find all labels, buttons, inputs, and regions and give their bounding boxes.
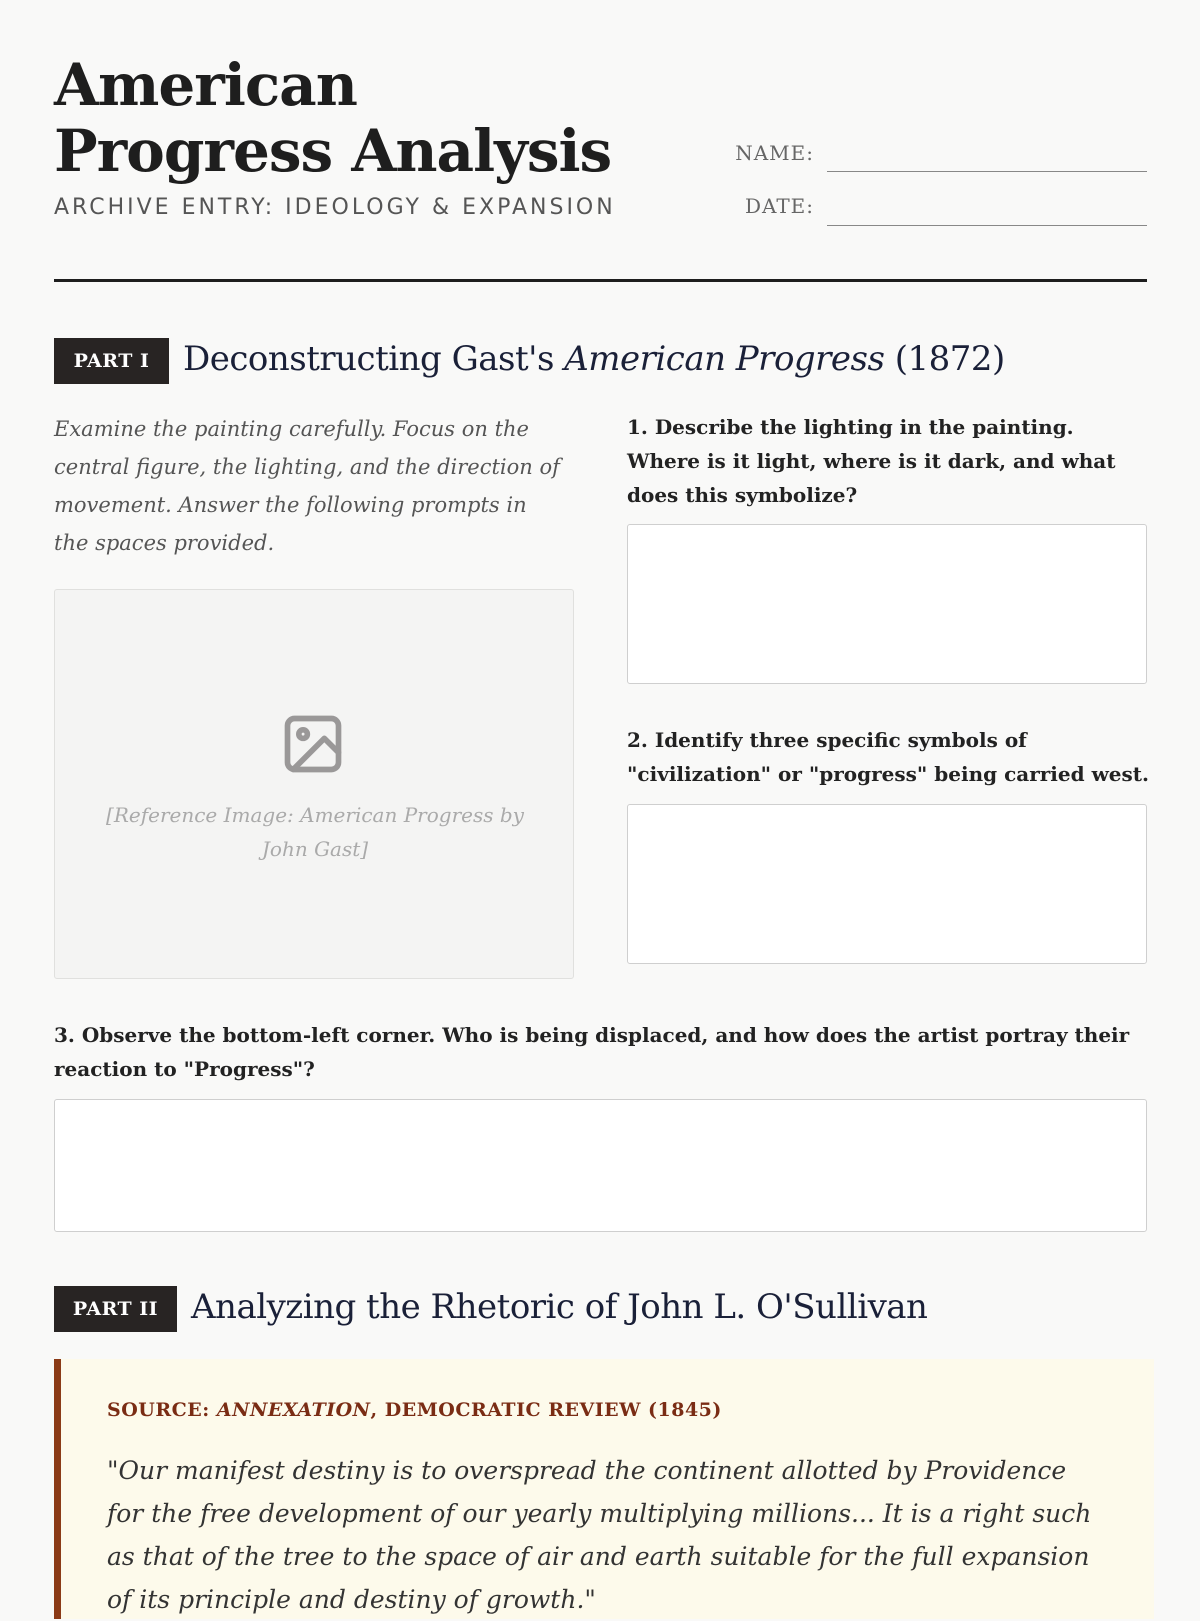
part-1-tag: PART I (54, 338, 169, 384)
part-1-title: Deconstructing Gast's American Progress (1872) (183, 339, 1005, 379)
name-field[interactable] (827, 171, 1147, 172)
name-label: NAME: (735, 141, 814, 165)
date-label: DATE: (744, 194, 814, 218)
question-1: 1. Describe the lighting in the painting. Where is it light, where is it dark, and what does this symbolize? (627, 415, 1116, 507)
part-2-title: Analyzing the Rhetoric of John L. O'Sullivan (191, 1287, 928, 1327)
reference-image-caption: [Reference Image: American Progress by John Gast] (106, 803, 524, 861)
worksheet-page (54, 0, 1149, 1614)
answer-box-2[interactable] (627, 804, 1147, 964)
part-2-tag: PART II (54, 1286, 177, 1332)
worksheet-title: American Progress Analysis (54, 51, 612, 185)
source-citation: SOURCE: ANNEXATION, DEMOCRATIC REVIEW (1845) (107, 1399, 722, 1421)
source-excerpt (54, 1359, 1154, 1619)
worksheet-subtitle: ARCHIVE ENTRY: IDEOLOGY & EXPANSION (54, 195, 616, 220)
question-3: 3. Observe the bottom-left corner. Who is being displaced, and how does the artist portray their reaction to "Progress"? (54, 1023, 1130, 1081)
answer-box-3[interactable] (54, 1099, 1147, 1232)
image-icon (279, 710, 347, 778)
source-quote: "Our manifest destiny is to overspread the continent allotted by Providence for the free development of our yearly multiplying millions... It is a right such as that of the tree to the space of air and earth suitable for the full expansion of its principle and destiny of growth." (107, 1456, 1092, 1614)
date-field[interactable] (827, 225, 1147, 226)
question-2: 2. Identify three specific symbols of "civilization" or "progress" being carried west. (627, 728, 1149, 786)
answer-box-1[interactable] (627, 524, 1147, 684)
header-divider (54, 279, 1147, 282)
part-1-instructions: Examine the painting carefully. Focus on the central figure, the lighting, and the direction of movement. Answer the following prompts in the spaces provided. (54, 417, 560, 555)
reference-image-placeholder (54, 589, 574, 979)
